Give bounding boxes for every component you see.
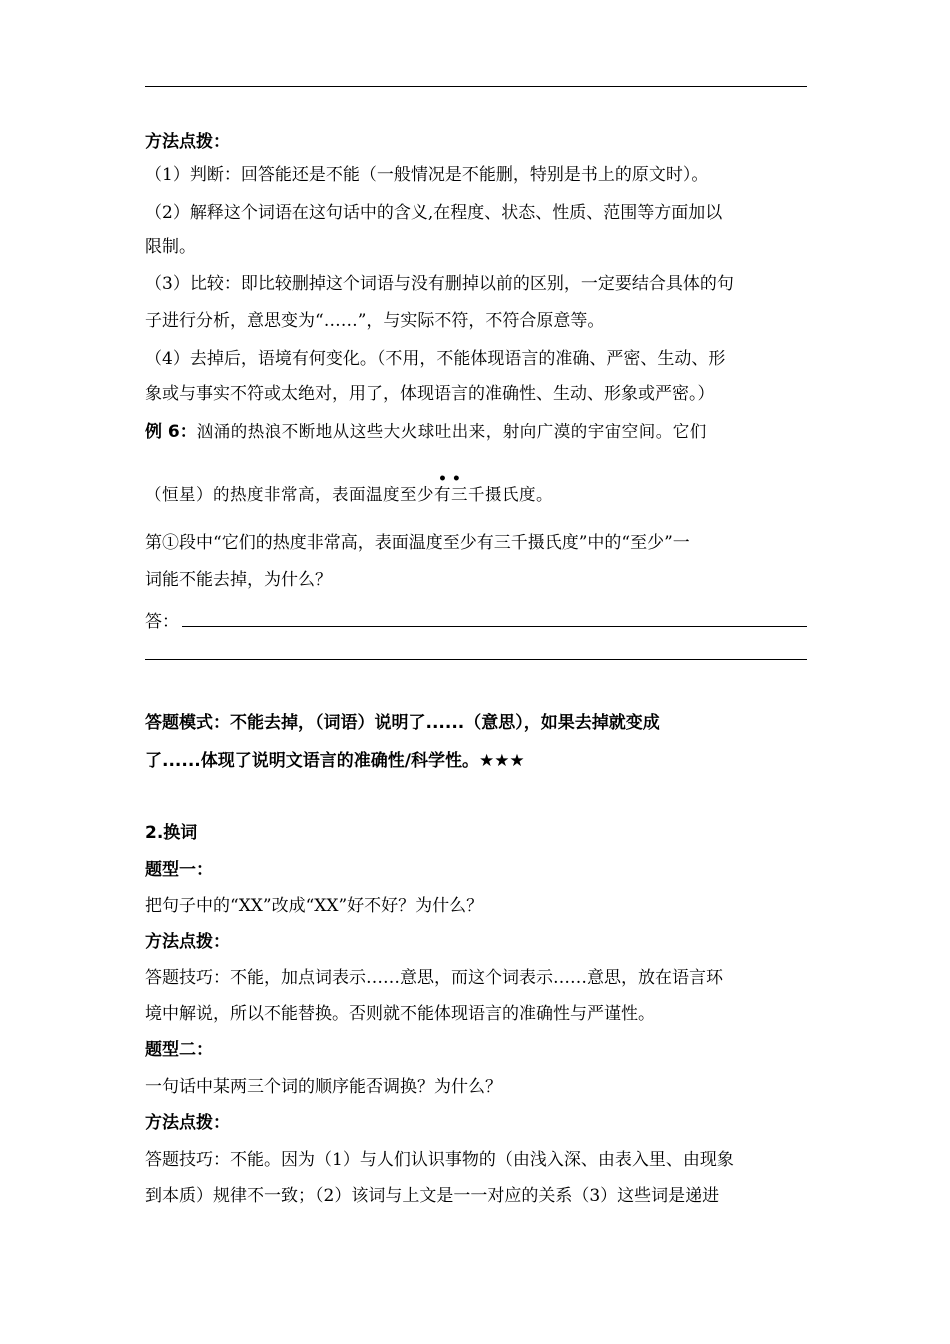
type1-title: 题型一： xyxy=(145,860,213,880)
type2-method-title: 方法点拨： xyxy=(145,1113,230,1133)
example-text-1: 汹涌的热浪不断地从这些大火球吐出来，射向广漠的宇宙空间。它们 xyxy=(196,422,707,441)
step-4-cont: 象或与事实不符或太绝对，用了，体现语言的准确性、生动、形象或严密。） xyxy=(145,384,715,404)
top-rule xyxy=(145,86,807,87)
answer-underline xyxy=(182,626,807,627)
example-paragraph xyxy=(145,422,707,442)
type2-answer-2: 到本质）规律不一致；（2）该词与上文是一一对应的关系（3）这些词是递进 xyxy=(145,1186,720,1206)
step-2: （2）解释这个词语在这句话中的含义,在程度、状态、性质、范围等方面加以 xyxy=(145,203,723,223)
step-3: （3）比较：即比较删掉这个词语与没有删掉以前的区别，一定要结合具体的句 xyxy=(145,274,734,294)
answer-field[interactable] xyxy=(145,607,807,632)
type2-question: 一句话中某两三个词的顺序能否调换？为什么？ xyxy=(145,1077,502,1097)
model-line-1: 答题模式：不能去掉，（词语）说明了......（意思），如果去掉就变成 xyxy=(145,713,660,733)
example-label: 例 6： xyxy=(145,422,197,442)
step-2-cont: 限制。 xyxy=(145,237,196,257)
type1-method-title: 方法点拨： xyxy=(145,932,230,952)
answer-blank-line xyxy=(145,659,807,660)
step-4: （4）去掉后，语境有何变化。（不用，不能体现语言的准确、严密、生动、形 xyxy=(145,349,726,369)
step-3-cont: 子进行分析，意思变为“……”，与实际不符，不符合原意等。 xyxy=(145,311,605,331)
question-line-2: 词能不能去掉，为什么？ xyxy=(145,570,332,590)
type2-answer-1: 答题技巧：不能。因为（1）与人们认识事物的（由浅入深、由表入里、由现象 xyxy=(145,1150,734,1170)
section-heading: 2.换词 xyxy=(145,823,198,843)
question-line-1: 第①段中“它们的热度非常高，表面温度至少有三千摄氏度”中的“至少”一 xyxy=(145,533,690,553)
emphasis-dots: • • xyxy=(438,471,461,487)
step-1: （1）判断：回答能还是不能（一般情况是不能删，特别是书上的原文时）。 xyxy=(145,165,709,185)
type2-title: 题型二： xyxy=(145,1040,213,1060)
method-title: 方法点拨： xyxy=(145,132,230,152)
model-line-2: 了......体现了说明文语言的准确性/科学性。★★★ xyxy=(145,751,525,771)
type1-answer-1: 答题技巧：不能，加点词表示……意思，而这个词表示……意思，放在语言环 xyxy=(145,968,723,988)
type1-answer-2: 境中解说，所以不能替换。否则就不能体现语言的准确性与严谨性。 xyxy=(145,1004,655,1024)
type1-question: 把句子中的“XX”改成“XX”好不好？为什么？ xyxy=(145,896,484,916)
example-text-2: （恒星）的热度非常高，表面温度至少有三千摄氏度。 xyxy=(145,485,553,504)
answer-label: 答： xyxy=(145,612,179,632)
